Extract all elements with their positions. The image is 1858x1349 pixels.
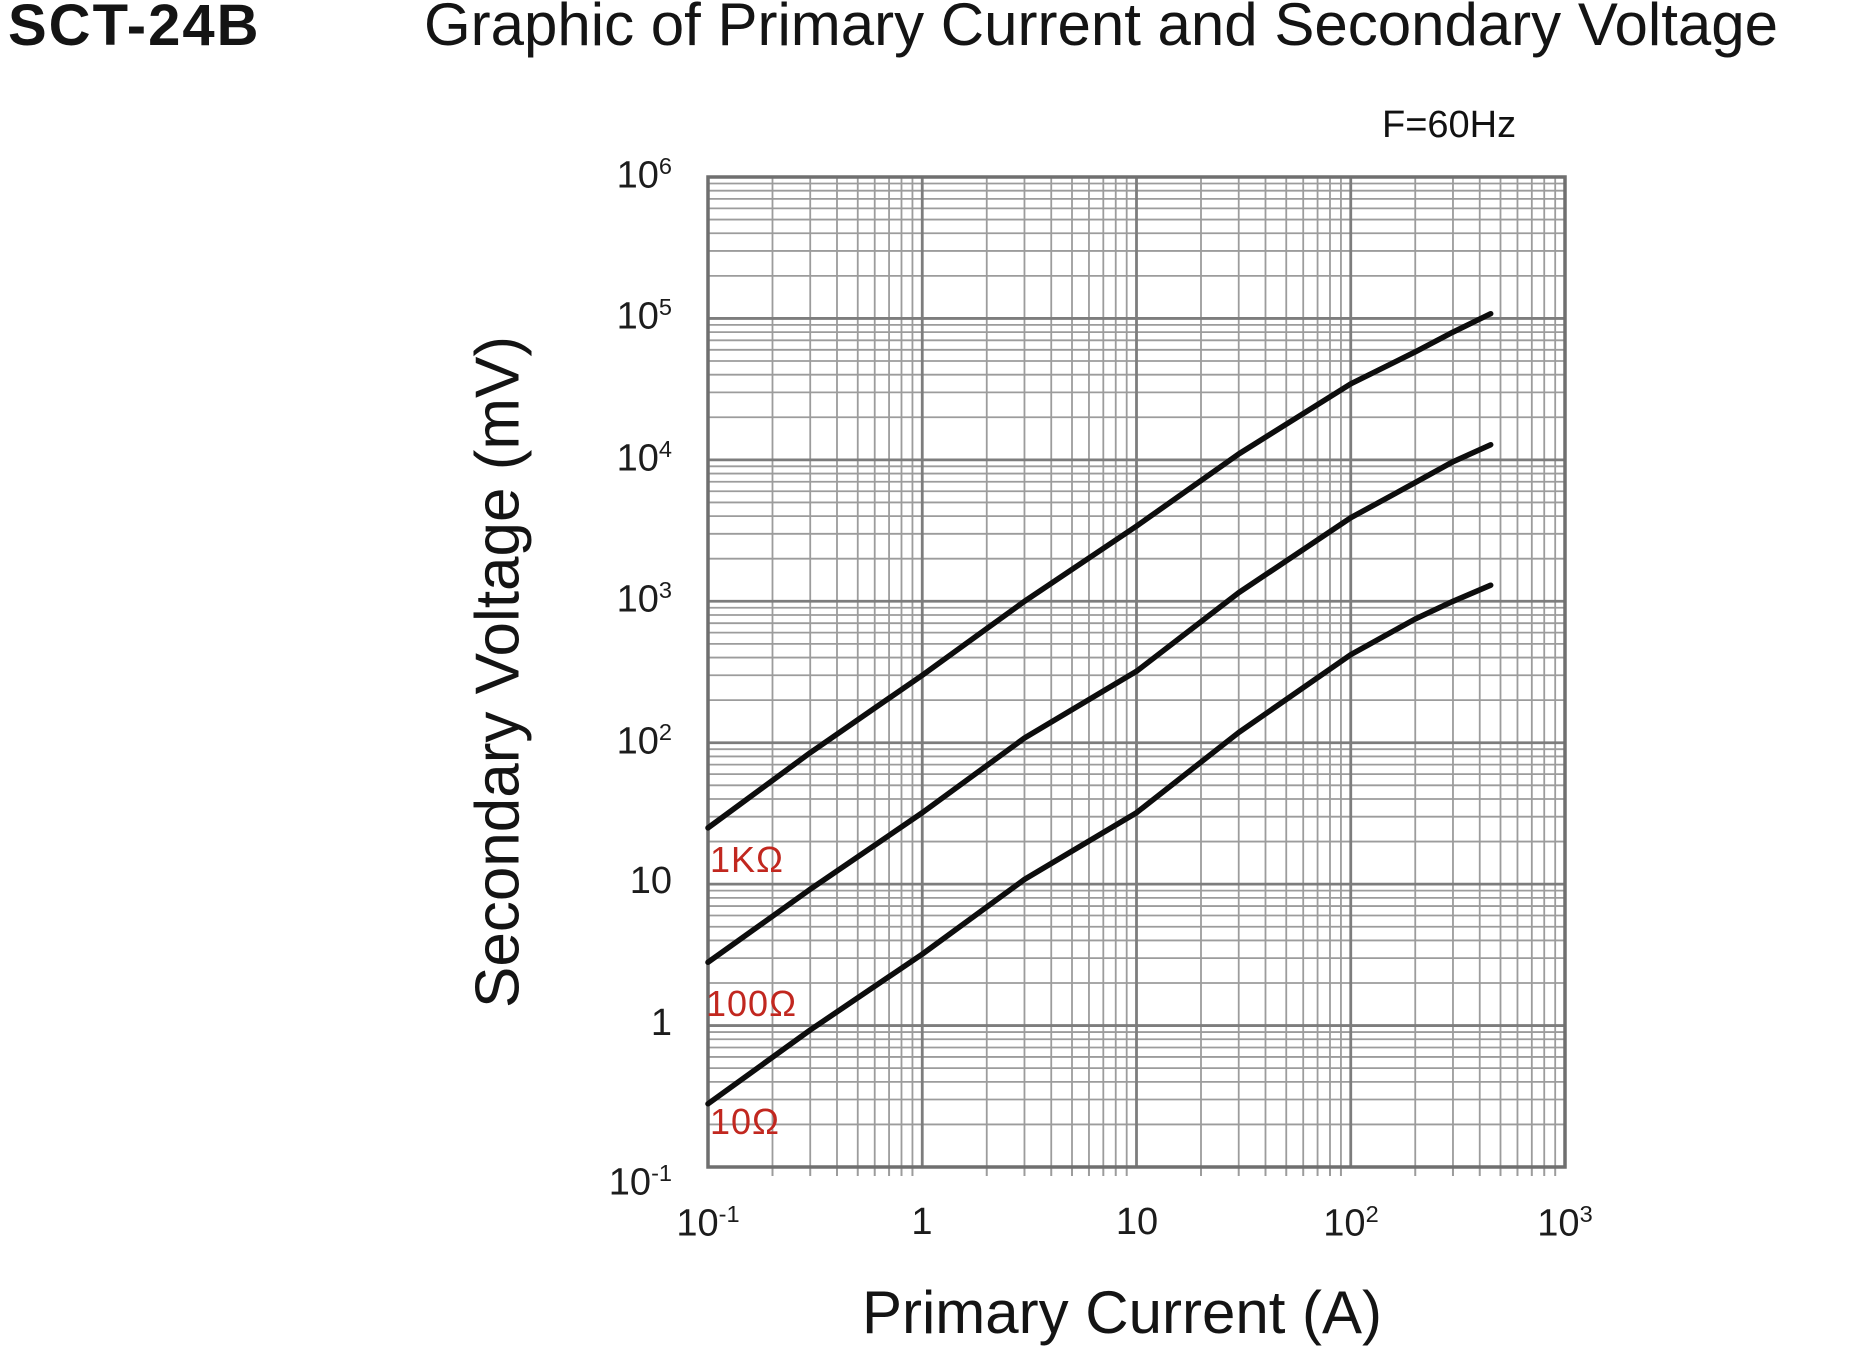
- page-title: Graphic of Primary Current and Secondary Voltage: [424, 0, 1779, 58]
- y-tick-label: $10^5$: [616, 294, 672, 338]
- series-label-100-ohm: 100Ω: [706, 983, 797, 1024]
- x-axis-title: Primary Current (A): [861, 1279, 1383, 1346]
- y-tick-label: $10^{-1}$: [608, 1160, 672, 1204]
- series-label-10-ohm: 10Ω: [710, 1101, 780, 1142]
- product-code: SCT-24B: [8, 0, 261, 58]
- y-tick-label: $10^2$: [616, 719, 672, 763]
- y-tick-label: 1: [650, 1002, 672, 1044]
- x-tick-label: $10^2$: [1323, 1201, 1379, 1245]
- y-tick-label: $10^4$: [616, 436, 672, 480]
- x-tick-label: $10^3$: [1537, 1201, 1593, 1245]
- x-tick-label: 1: [911, 1201, 933, 1243]
- x-tick-label: $10^{-1}$: [676, 1201, 740, 1245]
- chart-grid: [708, 177, 1565, 1167]
- y-tick-label: 10: [629, 860, 672, 902]
- series-label-1k-ohm: 1KΩ: [710, 839, 784, 880]
- frequency-annotation: F=60Hz: [1382, 104, 1517, 146]
- y-tick-label: $10^6$: [616, 153, 672, 197]
- curve-1k-ohm: [708, 314, 1491, 828]
- y-axis-title: Secondary Voltage (mV): [463, 335, 533, 1009]
- x-tick-label: 10: [1115, 1201, 1159, 1243]
- y-tick-label: $10^3$: [616, 577, 672, 621]
